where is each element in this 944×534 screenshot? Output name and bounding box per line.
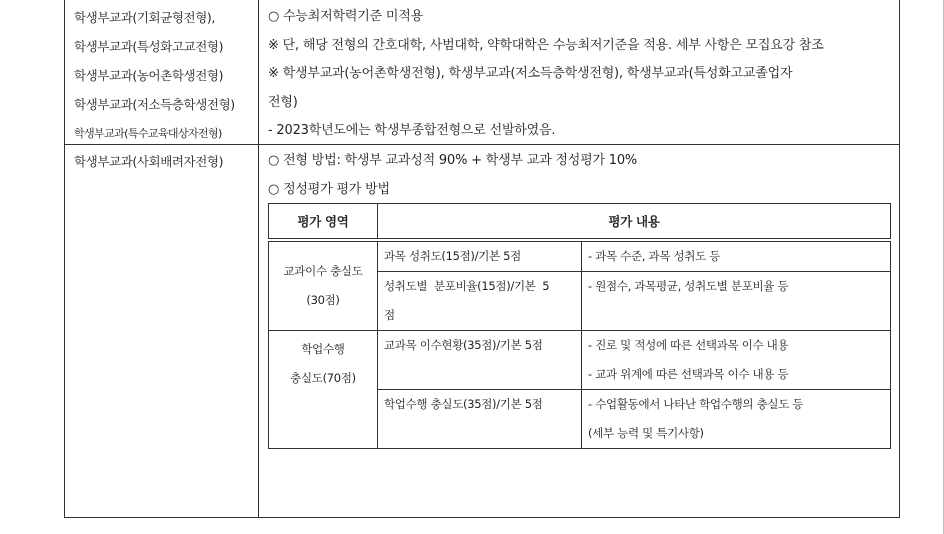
- item-text: 과목 성취도(15점)/기본 5점: [384, 249, 521, 263]
- description-line: - 2023학년도에는 학생부종합전형으로 선발하였음.: [268, 123, 556, 138]
- item-cell: [378, 242, 582, 272]
- area-label: 교과이수 충실도: [283, 264, 363, 278]
- header-content: 평가 내용: [378, 204, 891, 239]
- content-text: - 진로 및 적성에 따른 선택과목 이수 내용: [588, 338, 789, 352]
- category-label: 학생부교과(기회균형전형),: [74, 10, 215, 25]
- item-text: 교과목 이수현황(35점)/기본 5점: [384, 338, 543, 352]
- item-cell: [378, 331, 582, 390]
- description-line: ※ 학생부교과(농어촌학생전형), 학생부교과(저소득층학생전형), 학생부교과(특성화고교졸업자: [268, 66, 793, 81]
- area-cell: [269, 242, 378, 331]
- table-row: [269, 242, 891, 272]
- area-points: (30점): [306, 293, 340, 307]
- row1-description-cell: [268, 3, 894, 146]
- category-label: 학생부교과(특수교육대상자전형): [74, 127, 222, 140]
- content-cell: [582, 390, 891, 449]
- column-divider: [258, 0, 259, 518]
- content-cell: [582, 272, 891, 331]
- content-text: - 교과 위계에 따른 선택과목 이수 내용 등: [588, 367, 789, 381]
- content-text: - 수업활동에서 나타난 학업수행의 충실도 등: [588, 397, 804, 411]
- header-area: 평가 영역: [269, 204, 378, 239]
- description-line: ○ 정성평가 평가 방법: [268, 181, 390, 197]
- evaluation-header-row: [269, 204, 891, 239]
- item-text: 성취도별 분포비율(15점)/기본 5: [384, 279, 550, 293]
- content-text: - 원점수, 과목평균, 성취도별 분포비율 등: [588, 279, 789, 293]
- description-line: ○ 전형 방법: 학생부 교과성적 90% + 학생부 교과 정성평가 10%: [268, 153, 638, 168]
- description-line: ※ 단, 해당 전형의 간호대학, 사범대학, 약학대학은 수능최저기준을 적용. 세부 사항은 모집요강 참조: [268, 37, 824, 53]
- category-label: 학생부교과(저소득층학생전형): [74, 97, 235, 112]
- description-line: ○ 수능최저학력기준 미적용: [268, 9, 423, 24]
- content-cell: [582, 331, 891, 390]
- item-cell: [378, 272, 582, 331]
- category-label: 학생부교과(농어촌학생전형): [74, 68, 224, 83]
- evaluation-table: [268, 203, 891, 449]
- item-cell: [378, 390, 582, 449]
- description-line: 전형): [268, 94, 298, 110]
- row2-category-cell: [74, 147, 254, 176]
- content-text: (세부 능력 및 특기사항): [588, 426, 704, 440]
- row2-description-cell: [268, 147, 894, 204]
- category-label: 학생부교과(사회배려자전형): [74, 154, 224, 169]
- area-points: 충실도(70점): [290, 371, 356, 385]
- item-text: 학업수행 충실도(35점)/기본 5점: [384, 397, 543, 411]
- area-label: 학업수행: [301, 342, 345, 356]
- area-cell: [269, 331, 378, 449]
- category-label: 학생부교과(특성화고교전형): [74, 39, 224, 54]
- content-cell: [582, 242, 891, 272]
- row1-category-cell: [74, 3, 254, 148]
- content-text: - 과목 수준, 과목 성취도 등: [588, 249, 721, 263]
- table-row: [269, 331, 891, 390]
- item-text: 점: [384, 308, 395, 322]
